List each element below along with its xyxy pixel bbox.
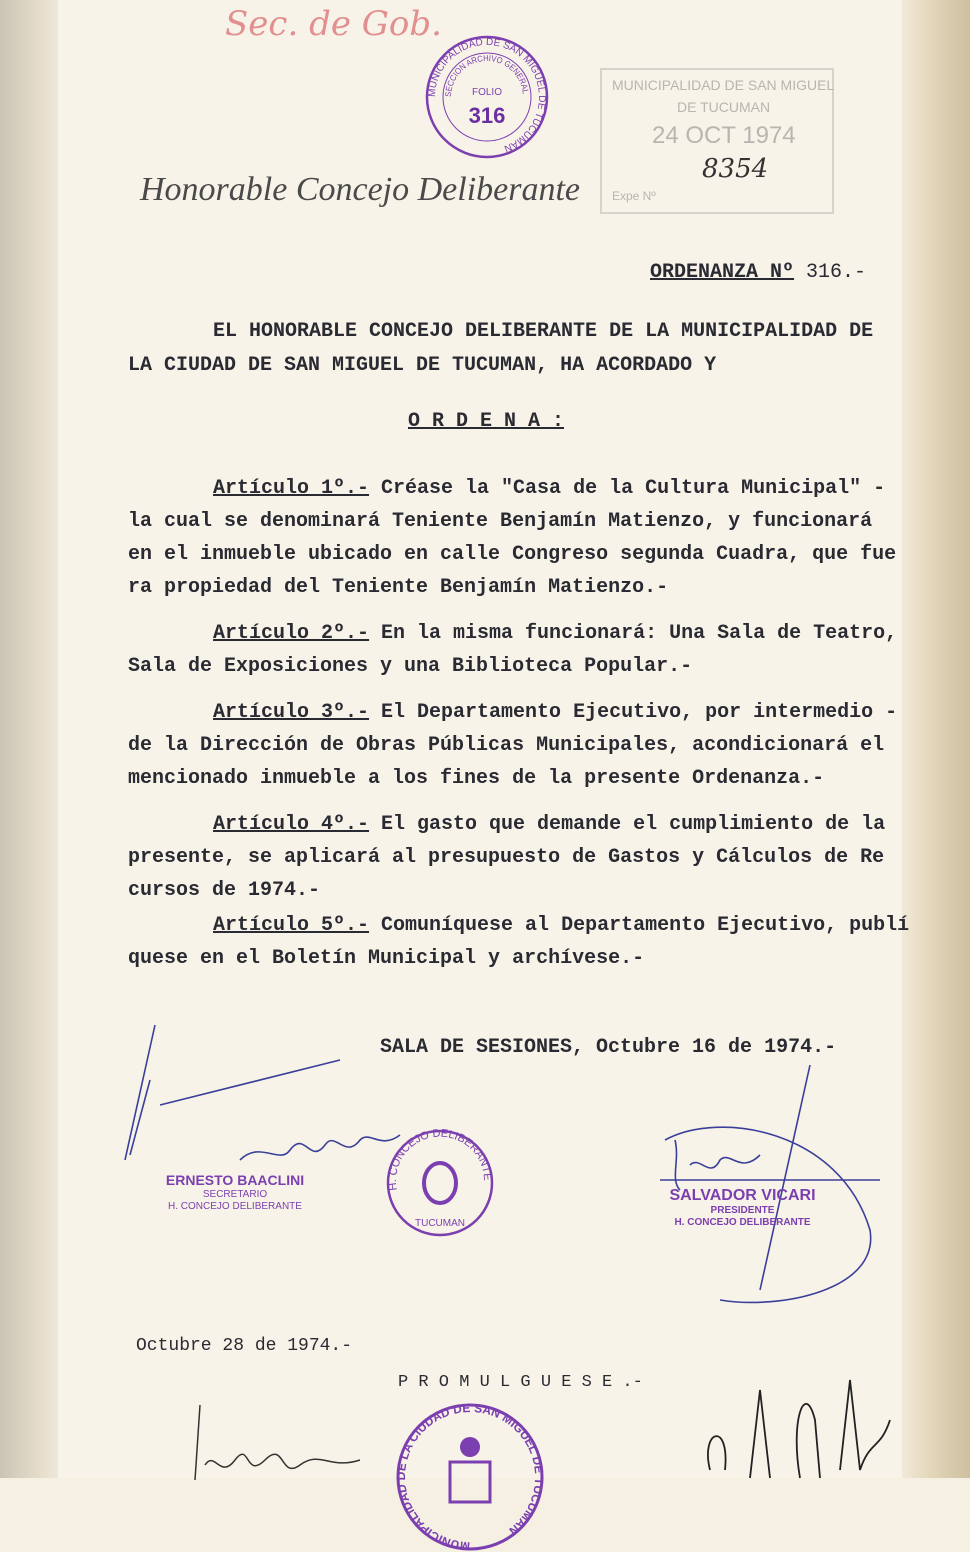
reception-stamp-line2: DE TUCUMAN	[677, 99, 771, 115]
reception-date: 24 OCT 1974	[652, 122, 796, 149]
secretary-signature	[110, 1020, 410, 1165]
expediente-number: 8354	[702, 154, 769, 184]
council-seal-ring: H. CONCEJO DELIBERANTE	[386, 1127, 494, 1192]
preamble-line: LA CIUDAD DE SAN MIGUEL DE TUCUMAN, HA ACORDADO Y	[128, 354, 717, 377]
secretary-block: ERNESTO BAACLINI SECRETARIO H. CONCEJO DELIBERANTE	[165, 1172, 305, 1212]
red-annotation: Sec. de Gob.	[225, 4, 442, 44]
reception-stamp-line1: MUNICIPALIDAD DE SAN MIGUEL	[612, 77, 835, 93]
municipal-seal-ring: MUNICIPALIDAD DE LA CIUDAD DE SAN MIGUEL DE TUCUMAN	[393, 1400, 547, 1552]
mayor-signature	[190, 1370, 370, 1480]
session-date: SALA DE SESIONES, Octubre 16 de 1974.-	[380, 1036, 837, 1059]
expediente-label: Expe Nº	[612, 189, 656, 203]
municipal-seal	[395, 1402, 545, 1552]
official-signature	[690, 1360, 910, 1480]
page-stack-edge	[902, 0, 970, 1478]
archive-stamp-inner: SECCION ARCHIVO GENERAL	[442, 52, 531, 98]
council-seal	[385, 1128, 495, 1238]
ordinance-number: ORDENANZA Nº 316.-	[650, 261, 867, 284]
book-binding-left	[0, 0, 58, 1478]
archive-stamp	[425, 35, 550, 160]
promulguese: P R O M U L G U E S E .-	[398, 1373, 643, 1392]
archive-stamp-ring: MUNICIPALIDAD DE SAN MIGUEL DE TUCUMAN	[426, 36, 548, 154]
reception-stamp	[600, 68, 834, 214]
president-block: SALVADOR VICARI PRESIDENTE H. CONCEJO DELIBERANTE	[669, 1187, 816, 1229]
folio-label: FOLIO	[471, 87, 503, 98]
letterhead: Honorable Concejo Deliberante	[140, 171, 581, 208]
ordena-heading: O R D E N A :	[408, 410, 565, 433]
folio-number: 316	[468, 103, 506, 128]
president-signature	[640, 1060, 880, 1300]
council-seal-bottom: TUCUMAN	[415, 1218, 465, 1229]
promulgation-date: Octubre 28 de 1974.-	[136, 1336, 353, 1356]
preamble-line: EL HONORABLE CONCEJO DELIBERANTE DE LA MUNICIPALIDAD DE	[213, 320, 874, 343]
